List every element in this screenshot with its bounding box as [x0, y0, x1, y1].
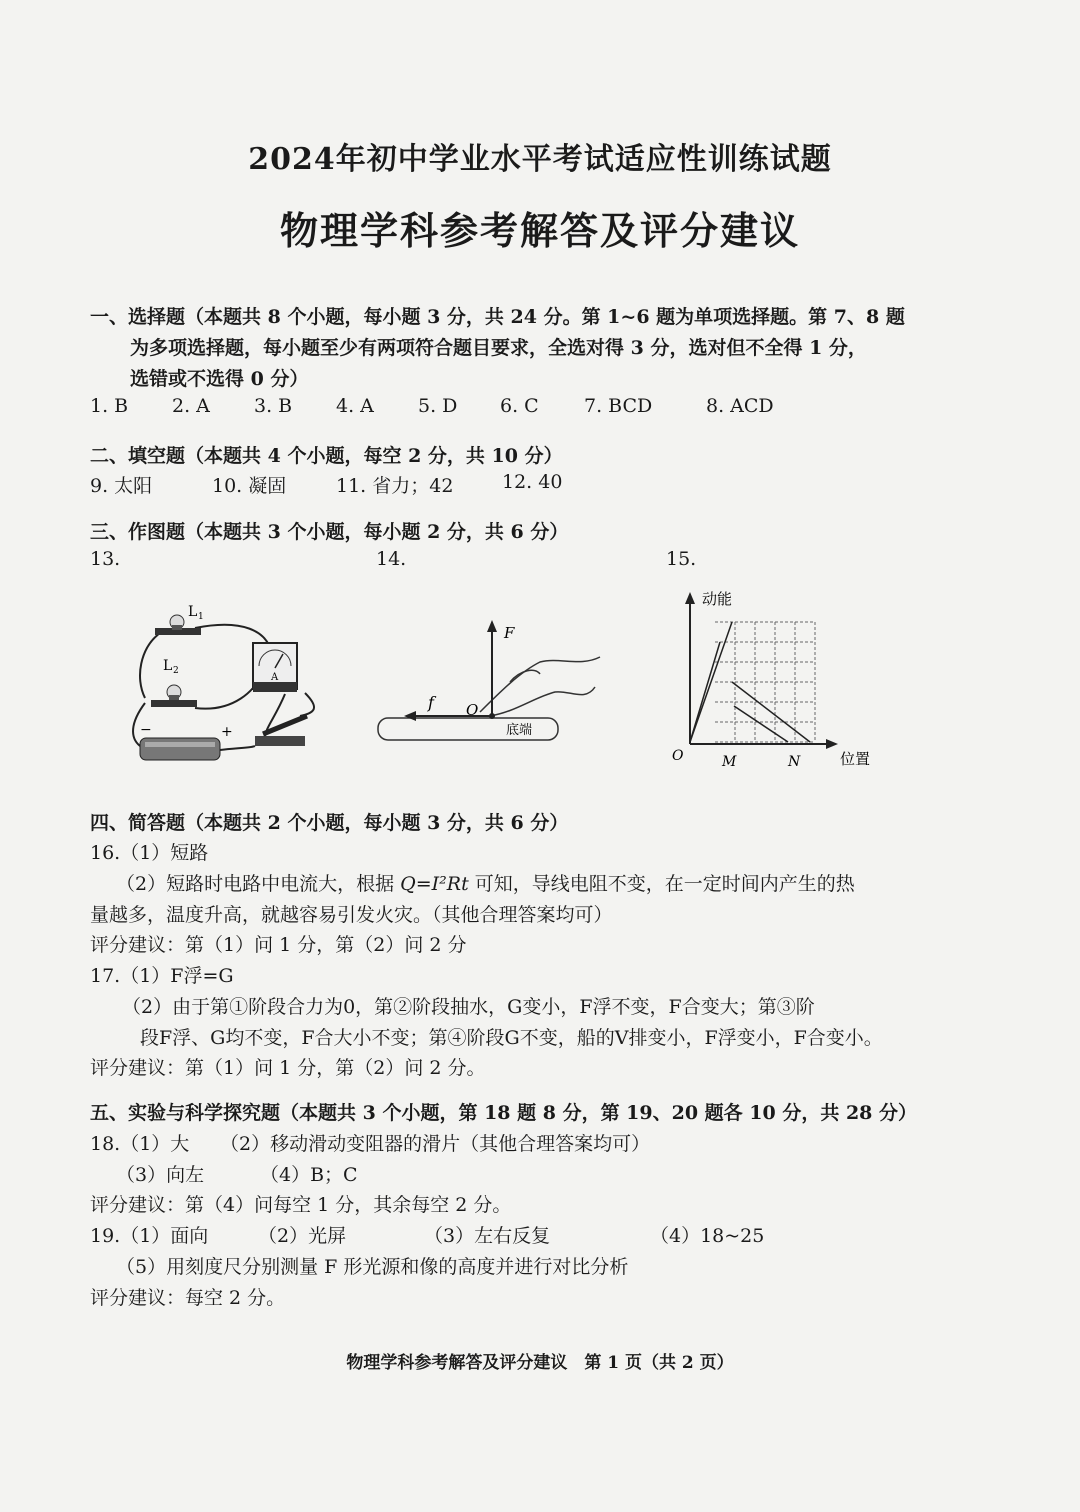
q16-part2-line2: 量越多，温度升高，就越容易引发火灾。（其他合理答案均可） — [90, 904, 613, 926]
q16-part2-line1 — [116, 869, 855, 896]
force-f-label: F — [504, 624, 515, 642]
q19-part4: （4）18~25 — [650, 1225, 765, 1247]
q19-part5: （5）用刻度尺分别测量 F 形光源和像的高度并进行对比分析 — [116, 1256, 629, 1278]
lamp-l1-label: L — [188, 604, 198, 620]
q14-number: 14. — [376, 548, 407, 570]
fill-answer-11: 11. 省力；42 — [336, 475, 454, 497]
q17-scoring: 评分建议：第（1）问 1 分，第（2）问 2 分。 — [90, 1057, 486, 1079]
ammeter-label: A — [271, 672, 279, 683]
q17-part2-line2: 段F浮、G均不变，F合大小不变；第④阶段G不变，船的V排变小，F浮变小，F合变小。 — [140, 1027, 883, 1049]
x-axis-label: 位置 — [840, 750, 871, 768]
q18-part4: （4）B；C — [260, 1164, 358, 1186]
q13-number: 13. — [90, 548, 121, 570]
section3-heading: 三、作图题（本题共 3 个小题，每小题 2 分，共 6 分） — [90, 521, 569, 543]
kinetic-energy-graph — [660, 584, 890, 774]
section5-heading: 五、实验与科学探究题（本题共 3 个小题，第 18 题 8 分，第 19、20 题各 10 分，共 28 分） — [90, 1102, 918, 1124]
q18-scoring: 评分建议：第（4）问每空 1 分，其余每空 2 分。 — [90, 1194, 512, 1216]
joule-law-formula: Q=I²Rt — [400, 873, 469, 895]
mc-answer-7: 7. BCD — [584, 395, 653, 417]
lamp-l1-sub: 1 — [198, 612, 204, 622]
lamp-l2-sub: 2 — [173, 666, 179, 676]
section1-heading-line3: 选错或不选得 0 分） — [130, 368, 309, 390]
q18-part2: （2）移动滑动变阻器的滑片（其他合理答案均可） — [220, 1133, 651, 1155]
friction-label: f — [428, 693, 434, 712]
circuit-diagram — [125, 598, 325, 778]
lamp-l2-label: L — [163, 658, 173, 674]
answer-key-title: 物理学科参考解答及评分建议 — [279, 208, 800, 253]
fill-answer-10: 10. 凝固 — [212, 475, 287, 497]
friction-force-diagram — [370, 612, 620, 752]
mc-answer-3: 3. B — [254, 395, 293, 417]
fill-answer-9: 9. 太阳 — [90, 475, 153, 497]
q17-part1: 17.（1）F浮=G — [90, 965, 234, 987]
exam-title: 2024年初中学业水平考试适应性训练试题 — [248, 142, 832, 177]
mc-answer-2: 2. A — [172, 395, 210, 417]
page-footer: 物理学科参考解答及评分建议 第 1 页（共 2 页） — [346, 1353, 734, 1373]
ammeter — [253, 643, 297, 692]
mc-answer-8: 8. ACD — [706, 395, 774, 417]
fill-answer-12: 12. 40 — [502, 471, 563, 493]
q19-part1: 19.（1）面向 — [90, 1225, 209, 1247]
line-fall-2 — [734, 706, 788, 742]
battery-minus-label: − — [140, 722, 152, 738]
q16-part2-text-a: （2）短路时电路中电流大，根据 — [116, 873, 395, 895]
q16-part2-text-b: 可知，导线电阻不变，在一定时间内产生的热 — [474, 873, 855, 895]
section4-heading: 四、简答题（本题共 2 个小题，每小题 3 分，共 6 分） — [90, 812, 569, 834]
section1-heading-line2: 为多项选择题，每小题至少有两项符合题目要求，全选对得 3 分，选对但不全得 1 分， — [130, 337, 867, 359]
switch — [255, 716, 307, 746]
mc-answer-6: 6. C — [500, 395, 539, 417]
q16-scoring: 评分建议：第（1）问 1 分，第（2）问 2 分 — [90, 934, 467, 956]
q15-number: 15. — [666, 548, 697, 570]
lamp-l2 — [151, 685, 197, 707]
bottom-end-label: 底端 — [506, 723, 533, 738]
q16-part1: 16.（1）短路 — [90, 842, 209, 864]
mc-answer-1: 1. B — [90, 395, 129, 417]
section2-heading: 二、填空题（本题共 4 个小题，每空 2 分，共 10 分） — [90, 445, 563, 467]
graph-origin-label: O — [672, 748, 684, 764]
q19-scoring: 评分建议：每空 2 分。 — [90, 1287, 286, 1309]
mc-answer-4: 4. A — [336, 395, 374, 417]
battery — [140, 738, 220, 760]
q19-part2: （2）光屏 — [258, 1225, 347, 1247]
q19-part3: （3）左右反复 — [424, 1225, 551, 1247]
point-m-label: M — [722, 754, 737, 770]
y-axis-label: 动能 — [702, 590, 733, 608]
origin-o-label: O — [466, 701, 479, 719]
q17-part2-line1: （2）由于第①阶段合力为0，第②阶段抽水，G变小，F浮不变，F合变大；第③阶 — [122, 996, 815, 1018]
mc-answer-5: 5. D — [418, 395, 458, 417]
point-n-label: N — [788, 754, 801, 770]
q18-part3: （3）向左 — [116, 1164, 205, 1186]
q18-part1: 18.（1）大 — [90, 1133, 190, 1155]
battery-plus-label: + — [221, 724, 233, 740]
section1-heading-line1: 一、选择题（本题共 8 个小题，每小题 3 分，共 24 分。第 1~6 题为单项选择题。第 7、8 题 — [90, 306, 905, 328]
